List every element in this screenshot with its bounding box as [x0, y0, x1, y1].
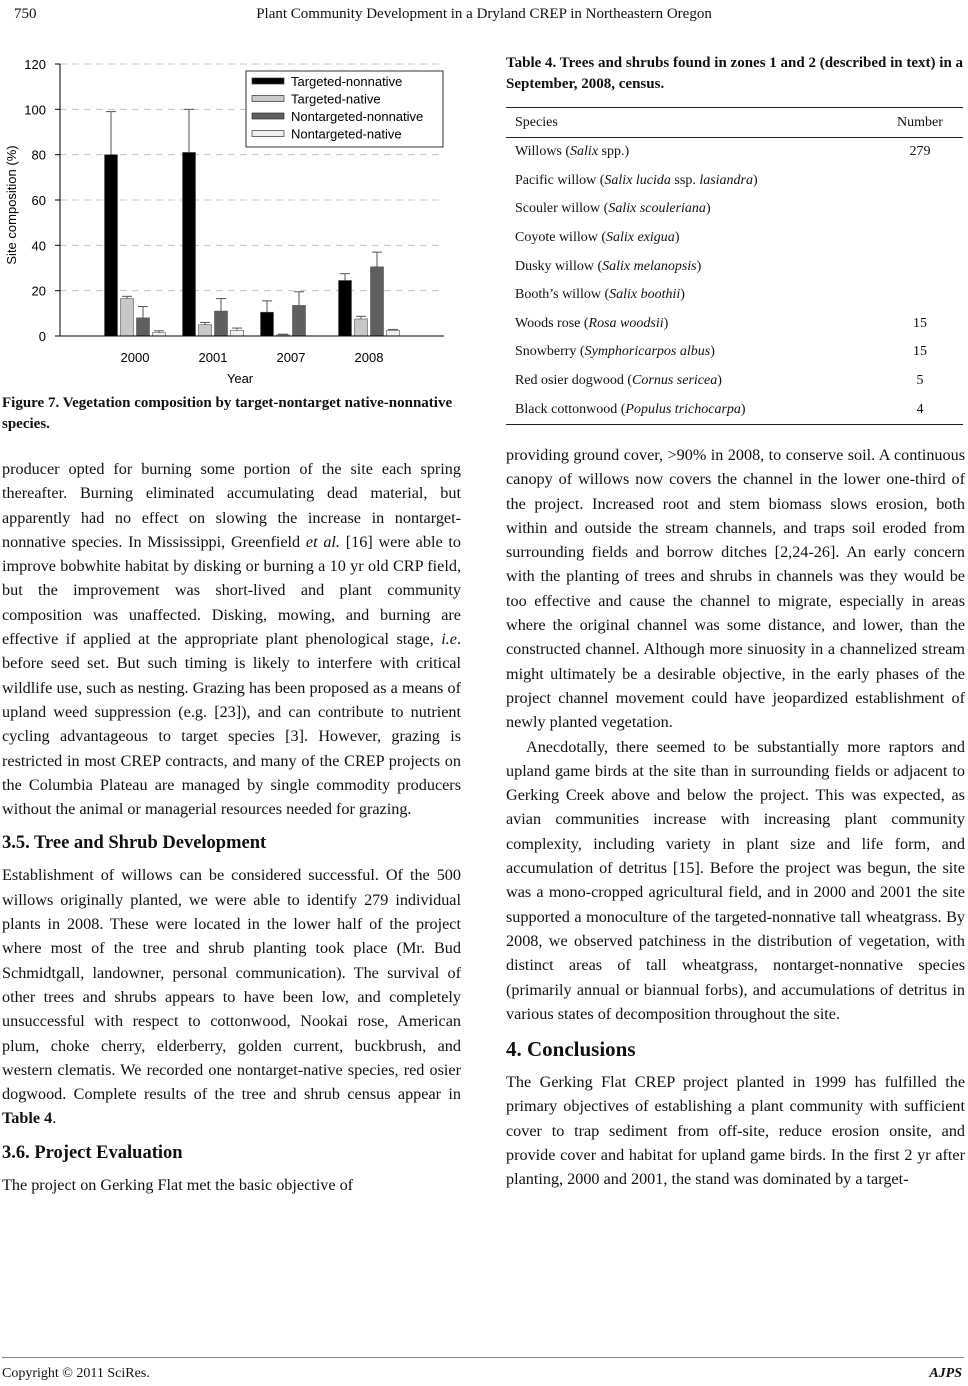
paragraph: The Gerking Flat CREP project planted in 1999 has fulfilled the primary objectives of establishing a plant community with sufficient cover to trap sediment from off-site, reduce erosion onsite, and provide cover and habitat for upland game birds. In the first 2 yr after planting, 2000 and 2001, the stand was dominated by a target- — [506, 1073, 965, 1189]
paragraph: The project on Gerking Flat met the basic objective of — [2, 1175, 354, 1194]
bar — [105, 155, 118, 336]
paragraph: Establishment of willows can be considered successful. Of the 500 willows originally planted, we were able to identify 279 individual plants in 2008. These were located in the lower half of the project where most of the tree and shrub planting took place (Mr. Bud Schmidtgall, landowner, personal communication). The survival of other trees and shrubs appears to have been low, and completely unsuccessful with respect to cottonwood, Nookai rose, American plum, choke cherry, elderberry, golden current, buckbrush, and western clematis. We recorded one nontarget-native species, red osier dogwood. Complete results of the tree and shrub census appear in Table 4. — [2, 866, 461, 1128]
bar — [137, 318, 150, 336]
y-axis-label: Site composition (%) — [4, 145, 19, 265]
legend-swatch — [252, 78, 284, 84]
y-tick-label: 40 — [31, 238, 46, 254]
legend-label: Targeted-nonnative — [291, 74, 403, 89]
figure-7-chart — [0, 50, 462, 385]
species-cell: Pacific willow (Salix lucida ssp. lasiandra) — [515, 172, 758, 188]
number-cell: 4 — [916, 401, 924, 417]
bar — [215, 311, 228, 336]
y-tick-label: 100 — [24, 102, 46, 118]
y-tick-label: 80 — [31, 147, 46, 163]
bar — [371, 267, 384, 336]
species-cell: Red osier dogwood (Cornus sericea) — [515, 373, 722, 389]
x-axis-label: Year — [226, 371, 254, 385]
bar — [183, 152, 196, 336]
x-tick-label: 2001 — [198, 350, 228, 365]
table-row — [506, 310, 963, 339]
y-tick-label: 120 — [24, 57, 46, 72]
page-number: 750 — [14, 6, 37, 22]
table-row — [506, 367, 963, 396]
journal-abbrev: AJPS — [929, 1366, 962, 1381]
footer-rule — [2, 1357, 964, 1358]
species-cell: Black cottonwood (Populus trichocarpa) — [515, 401, 746, 417]
number-cell: 15 — [913, 315, 927, 331]
table-row — [506, 167, 963, 196]
legend-label: Targeted-native — [291, 91, 381, 107]
table-row — [506, 138, 963, 167]
bar — [231, 330, 244, 336]
bar — [261, 312, 274, 336]
y-tick-label: 0 — [38, 329, 46, 344]
legend-swatch — [252, 96, 284, 102]
y-tick-label: 60 — [31, 193, 46, 208]
number-cell: 15 — [913, 344, 927, 360]
x-tick-label: 2000 — [120, 350, 150, 365]
number-cell: 5 — [916, 373, 924, 389]
bar — [387, 330, 400, 336]
table-header-number: Number — [897, 114, 943, 130]
paragraph: providing ground cover, >90% in 2008, to conserve soil. A continuous canopy of willows now covers the channel in the lower one-third of the project. Increased root and stem biomass slows erosion, both within and outside the stream channels, and traps soil eroded from surrounding fields and borrow ditches [2,24-26]. An early concern with the planting of trees and shrubs in channels was they would be too effective and cause the channel to migrate, especially in areas where the original channel was some distance, and lower, than the constructed channel. Although more sinuosity in a channelized stream might ultimately be a desirable objective, in the early phases of the project channel movement could have jeopardized establishment of newly planted vegetation. — [506, 446, 965, 732]
copyright: Copyright © 2011 SciRes. — [2, 1366, 150, 1381]
bar — [199, 325, 212, 336]
bar — [121, 299, 134, 336]
bar — [293, 305, 306, 336]
section-heading-4: 4. Conclusions — [506, 1037, 636, 1062]
table-row — [506, 395, 963, 424]
section-heading-3-5: 3.5. Tree and Shrub Development — [2, 833, 267, 854]
table-header-species: Species — [515, 114, 558, 130]
species-cell: Snowberry (Symphoricarpos albus) — [515, 344, 715, 360]
species-cell: Woods rose (Rosa woodsii) — [515, 315, 669, 331]
legend-label: Nontargeted-nonnative — [291, 109, 424, 124]
species-cell: Booth’s willow (Salix boothii) — [515, 287, 685, 303]
legend-swatch — [252, 131, 284, 137]
left-column — [2, 457, 461, 1197]
paragraph: producer opted for burning some portion of the site each spring thereafter. Burning eliminated accumulating dead material, but apparently had no effect on slowing the increase in nontarget-nonnative species. In Mississippi, Greenfield et al. [16] were able to improve bobwhite habitat by disking or burning a 10 yr old CRP field, but the improvement was short-lived and plant community composition was unaffected. Disking, mowing, and burning are effective if applied at the appropriate plant phenological stage, i.e. before seed set. But such timing is likely to interfere with critical wildlife use, such as nesting. Grazing has been proposed as a means of upland weed suppression (e.g. [23]), and can contribute to nutrient cycling advantageous to target species [3]. However, grazing is restricted in most CREP contracts, and many of the CREP projects on the Columbia Plateau are managed by single commodity producers without the animal or managerial resources needed for grazing. — [2, 460, 461, 819]
paragraph: Anecdotally, there seemed to be substantially more raptors and upland game birds at the site than in surrounding fields or adjacent to Gerking Creek above and below the project. This was expected, as avian communities increase with increasing plant community complexity, including variety in plant size and life form, and accumulation of detritus [15]. Before the project was begun, the site was a mono-cropped agricultural field, and in 2000 and 2001 the site supported a monoculture of the targeted-nonnative tall wheatgrass. By 2008, we observed patchiness in the distribution of vegetation, with distinct areas of tall wheatgrass, nontarget-nonnative species (primarily annual or biannual forbs), and accumulations of detritus in various states of decomposition throughout the site. — [506, 737, 965, 1023]
table-caption: Table 4. Trees and shrubs found in zones 1 and 2 (described in text) in a September, 2008, census. — [506, 55, 964, 92]
running-title: Plant Community Development in a Dryland CREP in Northeastern Oregon — [256, 6, 712, 22]
species-cell: Scouler willow (Salix scouleriana) — [515, 201, 711, 217]
number-cell: 279 — [909, 144, 931, 160]
table-row — [506, 338, 963, 367]
figure-caption: Figure 7. Vegetation composition by target-nontarget native-nonnative species. — [2, 395, 453, 432]
bar — [355, 319, 368, 336]
legend-swatch — [252, 113, 284, 119]
section-heading-3-6: 3.6. Project Evaluation — [2, 1142, 183, 1163]
bar — [339, 280, 352, 336]
bar — [153, 333, 166, 336]
y-tick-label: 20 — [31, 283, 46, 299]
legend-label: Nontargeted-native — [291, 126, 402, 142]
x-tick-label: 2008 — [354, 350, 384, 365]
table-header-row — [506, 108, 963, 138]
table-row — [506, 252, 963, 281]
right-column — [506, 443, 965, 1192]
x-tick-label: 2007 — [276, 350, 306, 365]
table-row — [506, 281, 963, 310]
species-cell: Dusky willow (Salix melanopsis) — [515, 258, 702, 274]
species-cell: Willows (Salix spp.) — [515, 144, 630, 160]
trees-shrubs-table — [506, 107, 963, 425]
species-cell: Coyote willow (Salix exigua) — [515, 230, 680, 246]
table-row — [506, 224, 963, 253]
table-4-link[interactable]: Table 4 — [2, 1109, 53, 1128]
table-row — [506, 195, 963, 224]
